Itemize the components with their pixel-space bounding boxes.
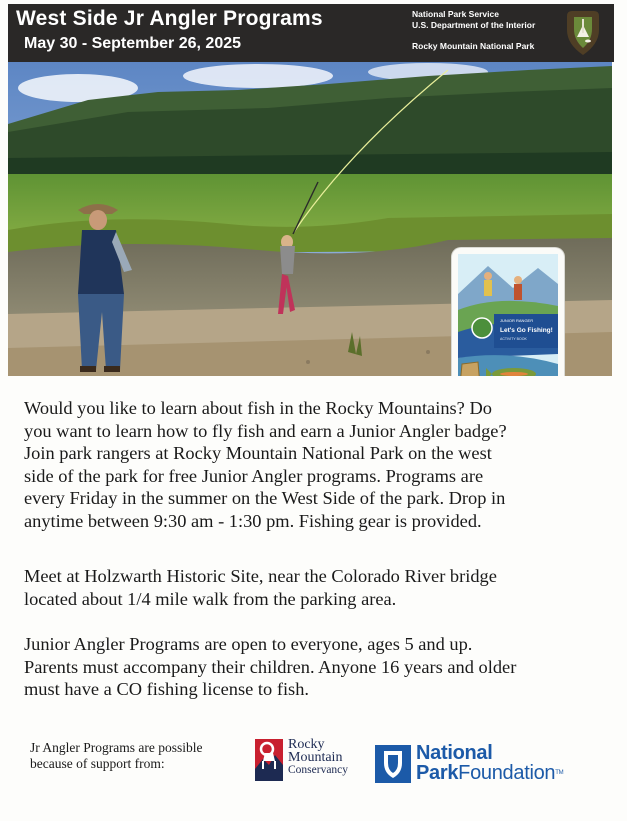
text-line: side of the park for free Junior Angler programs. Programs are (24, 465, 484, 486)
national-park-foundation-logo (375, 743, 590, 787)
text-line: located about 1/4 mile walk from the parking area. (24, 588, 397, 609)
support-line: because of support from: (30, 756, 165, 771)
text-line: Parents must accompany their children. Anyone 16 years and older (24, 656, 517, 677)
nps-arrowhead-icon (566, 10, 600, 56)
npf-word: National (416, 742, 493, 764)
text-line: you want to learn how to fly fish and earn a Junior Angler badge? (24, 420, 507, 441)
booklet-caption: JUNIOR RANGER (500, 318, 534, 323)
trademark-mark: TM (555, 770, 564, 776)
npf-word: Park (416, 762, 459, 784)
booklet-subtitle: ACTIVITY BOOK (500, 337, 527, 341)
text-line: must have a CO fishing license to fish. (24, 679, 310, 699)
support-line: Jr Angler Programs are possible (30, 740, 203, 755)
text-line: Join park rangers at Rocky Mountain National Park on the west (24, 443, 492, 463)
text-line: Junior Angler Programs are open to everyone, ages 5 and up. (24, 634, 473, 654)
department-name: U.S. Department of the Interior (412, 20, 536, 30)
bighorn-sheep-icon (253, 735, 285, 785)
rmc-word: Mountain (288, 750, 343, 765)
rmc-word: Rocky (288, 737, 325, 752)
agency-block (412, 9, 535, 52)
text-line: Meet at Holzwarth Historic Site, near the Colorado River bridge (24, 566, 497, 586)
text-line: anytime between 9:30 am - 1:30 pm. Fishing gear is provided. (24, 510, 482, 531)
meeting-location-paragraph (24, 565, 614, 610)
page-title: West Side Jr Angler Programs (16, 7, 323, 30)
support-statement (30, 740, 250, 772)
rmc-wordmark (288, 738, 348, 777)
intro-paragraph (24, 397, 614, 532)
booklet-cover-art (458, 254, 558, 376)
agency-name: National Park Service (412, 9, 499, 19)
program-dates: May 30 - September 26, 2025 (24, 35, 242, 52)
npf-word: Foundation (458, 762, 556, 784)
booklet-title: Let's Go Fishing! (500, 327, 553, 334)
text-line: every Friday in the summer on the West Side of the park. Drop in (24, 488, 506, 508)
npf-arrowhead-icon (375, 745, 411, 783)
park-name: Rocky Mountain National Park (412, 41, 535, 51)
eligibility-paragraph (24, 633, 614, 701)
npf-wordmark (416, 743, 563, 783)
hero-photo (8, 62, 612, 376)
rmc-word: Conservancy (288, 764, 349, 776)
rocky-mountain-conservancy-logo (253, 735, 363, 787)
text-line: Would you like to learn about fish in the Rocky Mountains? Do (24, 398, 492, 418)
activity-booklet (452, 248, 564, 376)
